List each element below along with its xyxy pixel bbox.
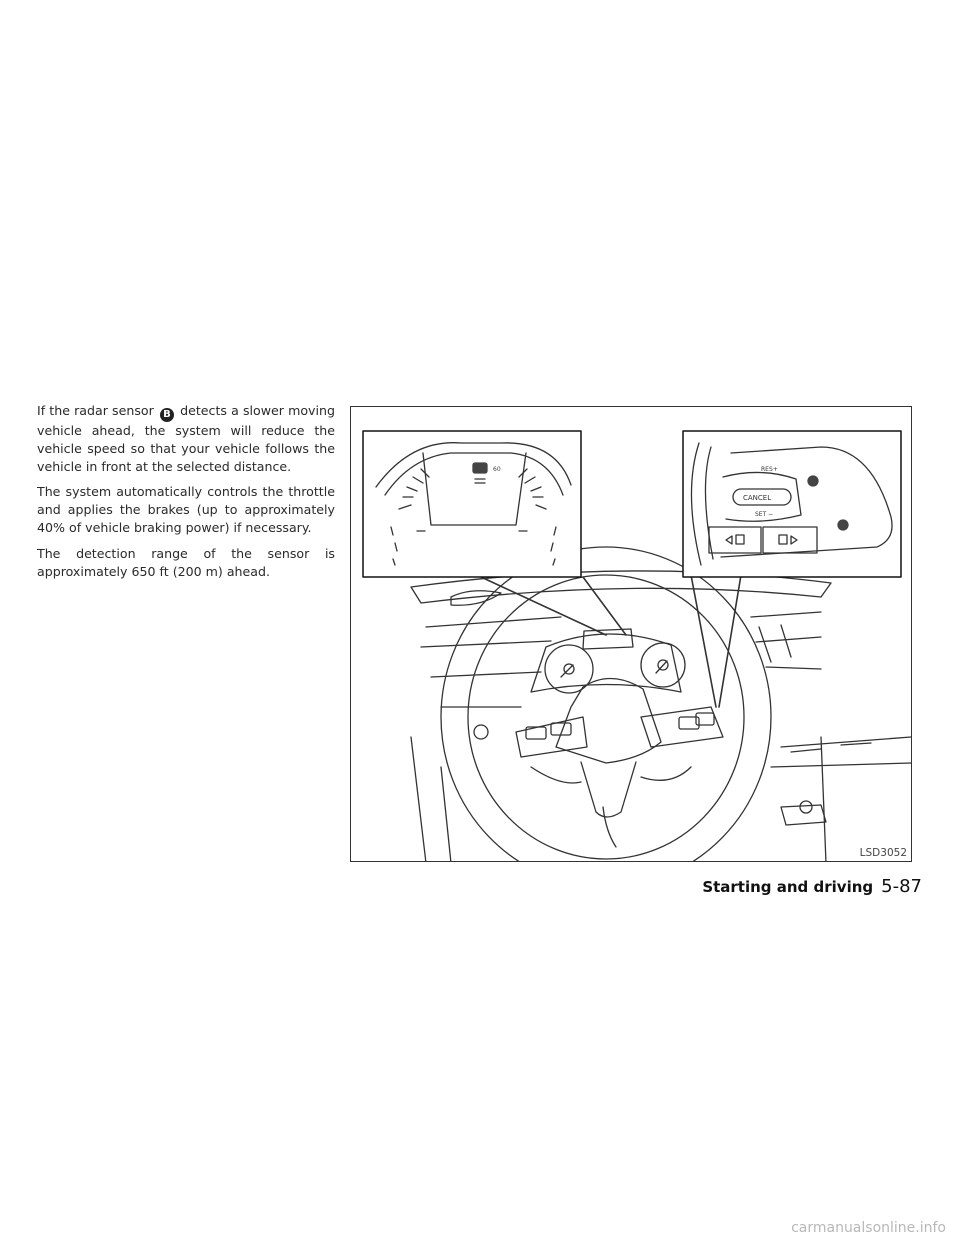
- cancel-button-text: CANCEL: [743, 494, 772, 502]
- cluster-speed-text: 60: [493, 466, 501, 473]
- watermark: carmanualsonline.info: [791, 1220, 946, 1236]
- illustration-labels: [351, 407, 912, 862]
- paragraph-1-end: detects a slower moving vehicle ahead, the system will reduce the vehicle speed so that your vehicle follows the vehicle in front at the selected distance.: [37, 403, 335, 474]
- steering-wheel-illustration: [350, 406, 912, 862]
- body-text: [37, 402, 335, 588]
- sensor-b-marker-icon: B: [160, 408, 174, 422]
- paragraph-1-start: If the radar sensor: [37, 403, 154, 418]
- res-plus-text: RES+: [761, 466, 778, 473]
- figure-code: LSD3052: [859, 847, 907, 859]
- footer-section-title: Starting and driving: [702, 878, 874, 896]
- footer-page-number: 5-87: [881, 876, 922, 897]
- paragraph-3: The detection range of the sensor is approximately 650 ft (200 m) ahead.: [37, 545, 335, 579]
- paragraph-1: [37, 402, 335, 475]
- set-minus-text: SET −: [755, 511, 774, 518]
- page-footer: [702, 876, 922, 902]
- paragraph-2: The system automatically controls the throttle and applies the brakes (up to approximately 40% of vehicle braking power) if necessary.: [37, 484, 335, 535]
